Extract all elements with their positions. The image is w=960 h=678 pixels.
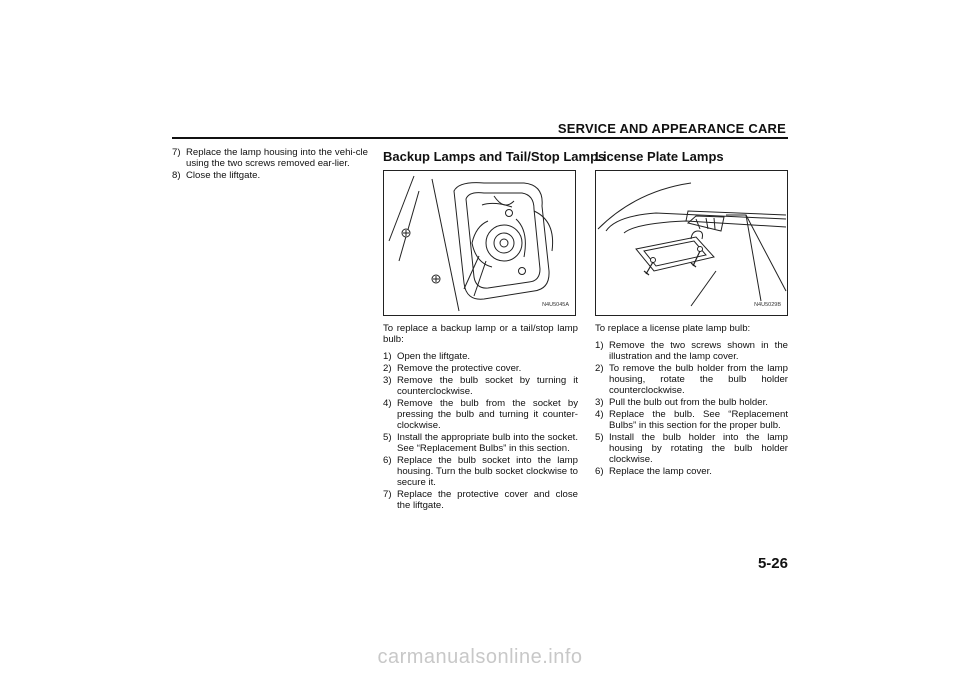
list-item: 6) Replace the bulb socket into the lamp housing. Turn the bulb socket clockwise to secure it. xyxy=(383,455,578,488)
list-item: 4) Replace the bulb. See “Replacement Bulbs” in this section for the proper bulb. xyxy=(595,409,788,431)
figure-code: N4U5045A xyxy=(542,302,569,308)
column-continued-steps xyxy=(172,147,368,182)
backup-lamp-illustration xyxy=(383,170,576,316)
list-item: 3) Pull the bulb out from the bulb holder. xyxy=(595,397,768,408)
license-plate-intro: To replace a license plate lamp bulb: xyxy=(595,323,751,334)
list-item: 4) Remove the bulb from the socket by pressing the bulb and turning it counter-clockwise. xyxy=(383,398,578,431)
column-license-plate-lamps xyxy=(595,147,788,478)
list-item: 5) Install the bulb holder into the lamp housing by rotating the bulb holder clockwise. xyxy=(595,432,788,465)
figure-code: N4U5029B xyxy=(754,302,781,308)
list-item: 1) Open the liftgate. xyxy=(383,351,471,362)
page-number: 5-26 xyxy=(757,555,788,572)
list-item: 7) Replace the protective cover and close the liftgate. xyxy=(383,489,578,511)
list-item: 7) Replace the lamp housing into the vehi-cle using the two screws removed ear-lier. xyxy=(172,147,368,169)
list-item: 5) Install the appropriate bulb into the socket. See “Replacement Bulbs” in this section. xyxy=(383,432,578,454)
backup-lamps-steps xyxy=(383,351,578,511)
list-item: 2) To remove the bulb holder from the lamp housing, rotate the bulb holder counterclockwise. xyxy=(595,363,788,396)
list-item: 2) Remove the protective cover. xyxy=(383,363,522,374)
list-item: 1) Remove the two screws shown in the illustration and the lamp cover. xyxy=(595,340,788,362)
list-item: 8) Close the liftgate. xyxy=(172,170,261,181)
list-item: 3) Remove the bulb socket by turning it counterclockwise. xyxy=(383,375,578,397)
backup-lamps-heading: Backup Lamps and Tail/Stop Lamps xyxy=(383,149,606,164)
header-rule xyxy=(172,137,788,139)
continued-steps-list xyxy=(172,147,368,181)
license-plate-steps xyxy=(595,340,788,477)
list-item: 6) Replace the lamp cover. xyxy=(595,466,712,477)
section-title: SERVICE AND APPEARANCE CARE xyxy=(557,121,786,136)
watermark: carmanualsonline.info xyxy=(377,646,583,668)
column-backup-lamps xyxy=(383,147,606,512)
license-plate-lamp-illustration xyxy=(595,170,788,316)
backup-lamps-intro: To replace a backup lamp or a tail/stop lamp bulb: xyxy=(383,323,578,345)
license-plate-lamps-heading: License Plate Lamps xyxy=(595,149,724,164)
